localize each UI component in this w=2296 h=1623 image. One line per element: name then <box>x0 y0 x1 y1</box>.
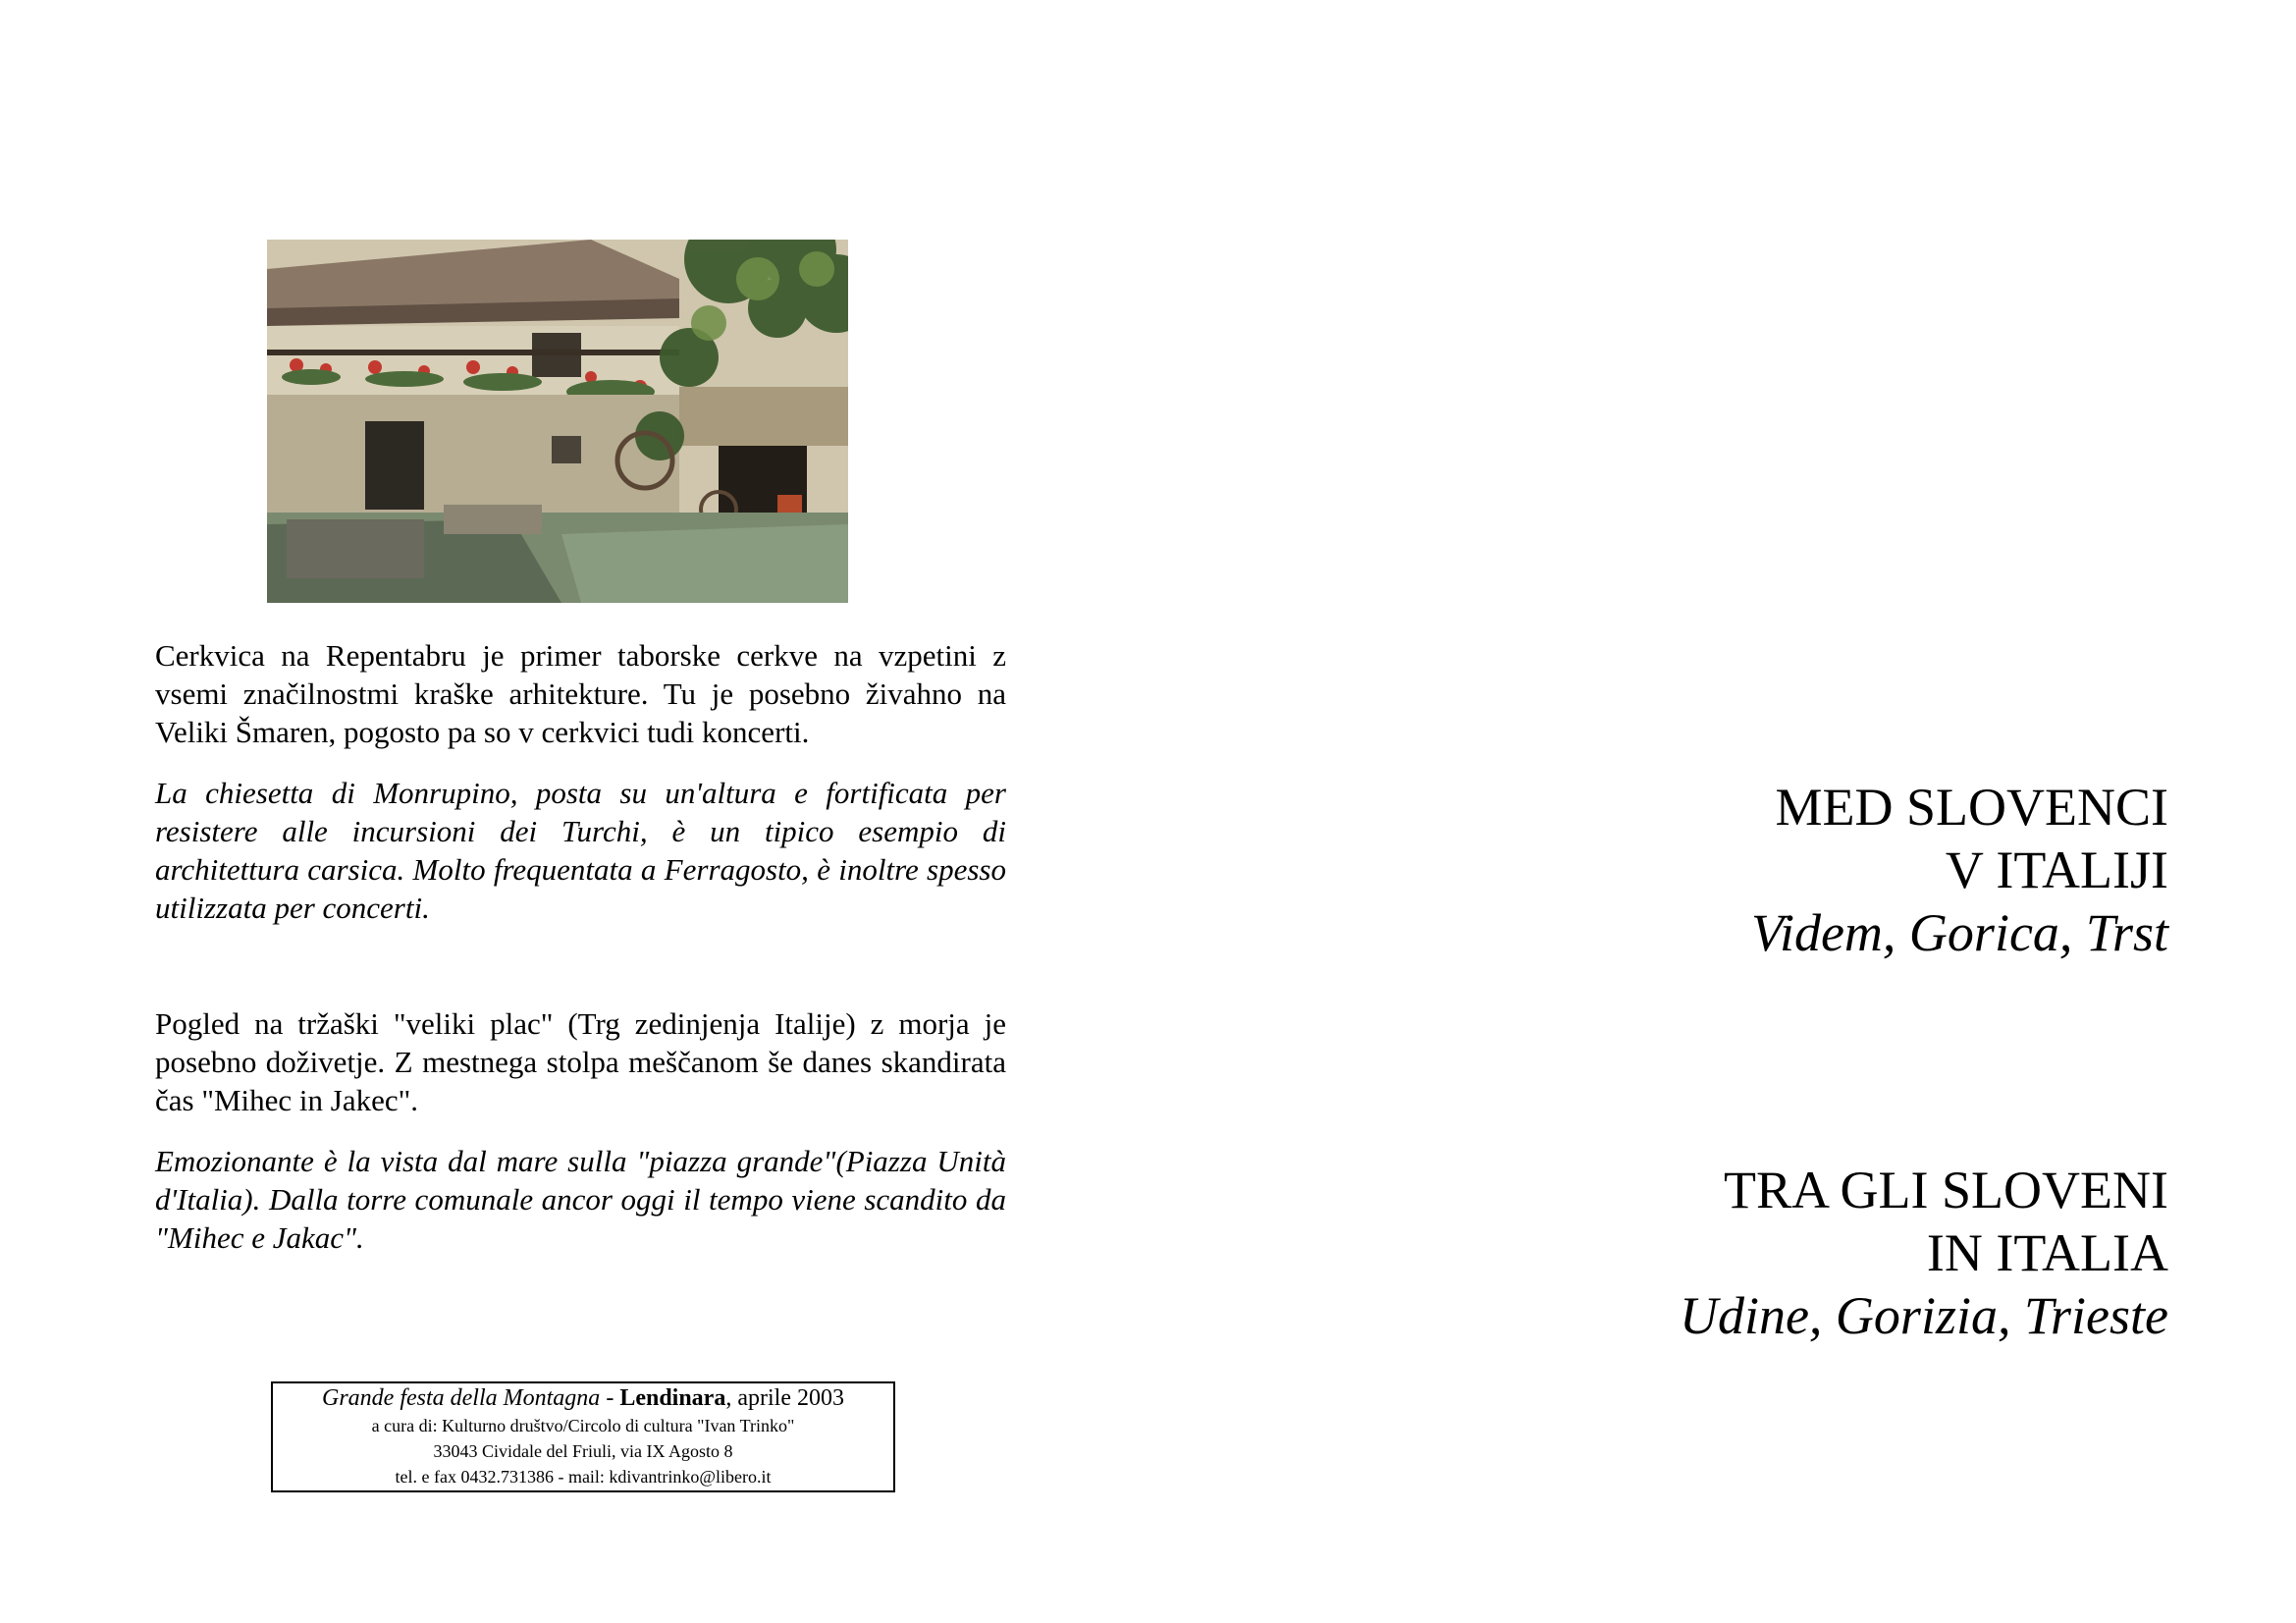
credit-event-line <box>273 1384 893 1413</box>
credit-organizer: a cura di: Kulturno društvo/Circolo di cultura "Ivan Trinko" <box>371 1416 795 1435</box>
credit-place: Lendinara <box>619 1385 726 1411</box>
title-italian <box>1285 1159 2168 1347</box>
title-slovene-line2: V ITALIJI <box>1945 840 2168 899</box>
paragraph-italian-trieste: Emozionante è la vista dal mare sulla "piazza grande"(Piazza Unità d'Italia). Dalla torre comunale ancor oggi il tempo viene scandito da "Mihec e Jakac". <box>155 1144 1006 1255</box>
paragraph-italian-monrupino: La chiesetta di Monrupino, posta su un'altura e fortificata per resistere alle incursioni dei Turchi, è un tipico esempio di architettura carsica. Molto frequentata a Ferragosto, è inoltre spesso utilizzata per concerti. <box>155 776 1006 925</box>
title-italian-line1: TRA GLI SLOVENI <box>1724 1161 2168 1219</box>
credit-date: , aprile 2003 <box>725 1385 844 1411</box>
house-courtyard-photo <box>267 240 848 603</box>
credit-box <box>271 1381 895 1492</box>
title-italian-line2: IN ITALIA <box>1926 1223 2168 1282</box>
title-slovene-cities: Videm, Gorica, Trst <box>1750 903 2168 962</box>
title-slovene-line1: MED SLOVENCI <box>1775 778 2168 837</box>
title-italian-cities: Udine, Gorizia, Trieste <box>1679 1286 2168 1345</box>
credit-sep: - <box>600 1385 620 1411</box>
credit-address: 33043 Cividale del Friuli, via IX Agosto 8 <box>433 1441 733 1461</box>
credit-contact: tel. e fax 0432.731386 - mail: kdivantrinko@libero.it <box>395 1467 772 1487</box>
paragraph-slovene-trieste: Pogled na tržaški "veliki plac" (Trg zedinjenja Italije) z morja je posebno doživetje. Z mestnega stolpa meščanom še danes skandirata čas "Mihec in Jakec". <box>155 1006 1006 1117</box>
title-slovene <box>1285 776 2168 964</box>
paragraph-slovene-monrupino: Cerkvica na Repentabru je primer taborske cerkve na vzpetini z vsemi značilnostmi kraške arhitekture. Tu je posebno živahno na Veliki Šmaren, pogosto pa so v cerkvici tudi koncerti. <box>155 638 1006 749</box>
credit-event: Grande festa della Montagna <box>322 1385 601 1411</box>
